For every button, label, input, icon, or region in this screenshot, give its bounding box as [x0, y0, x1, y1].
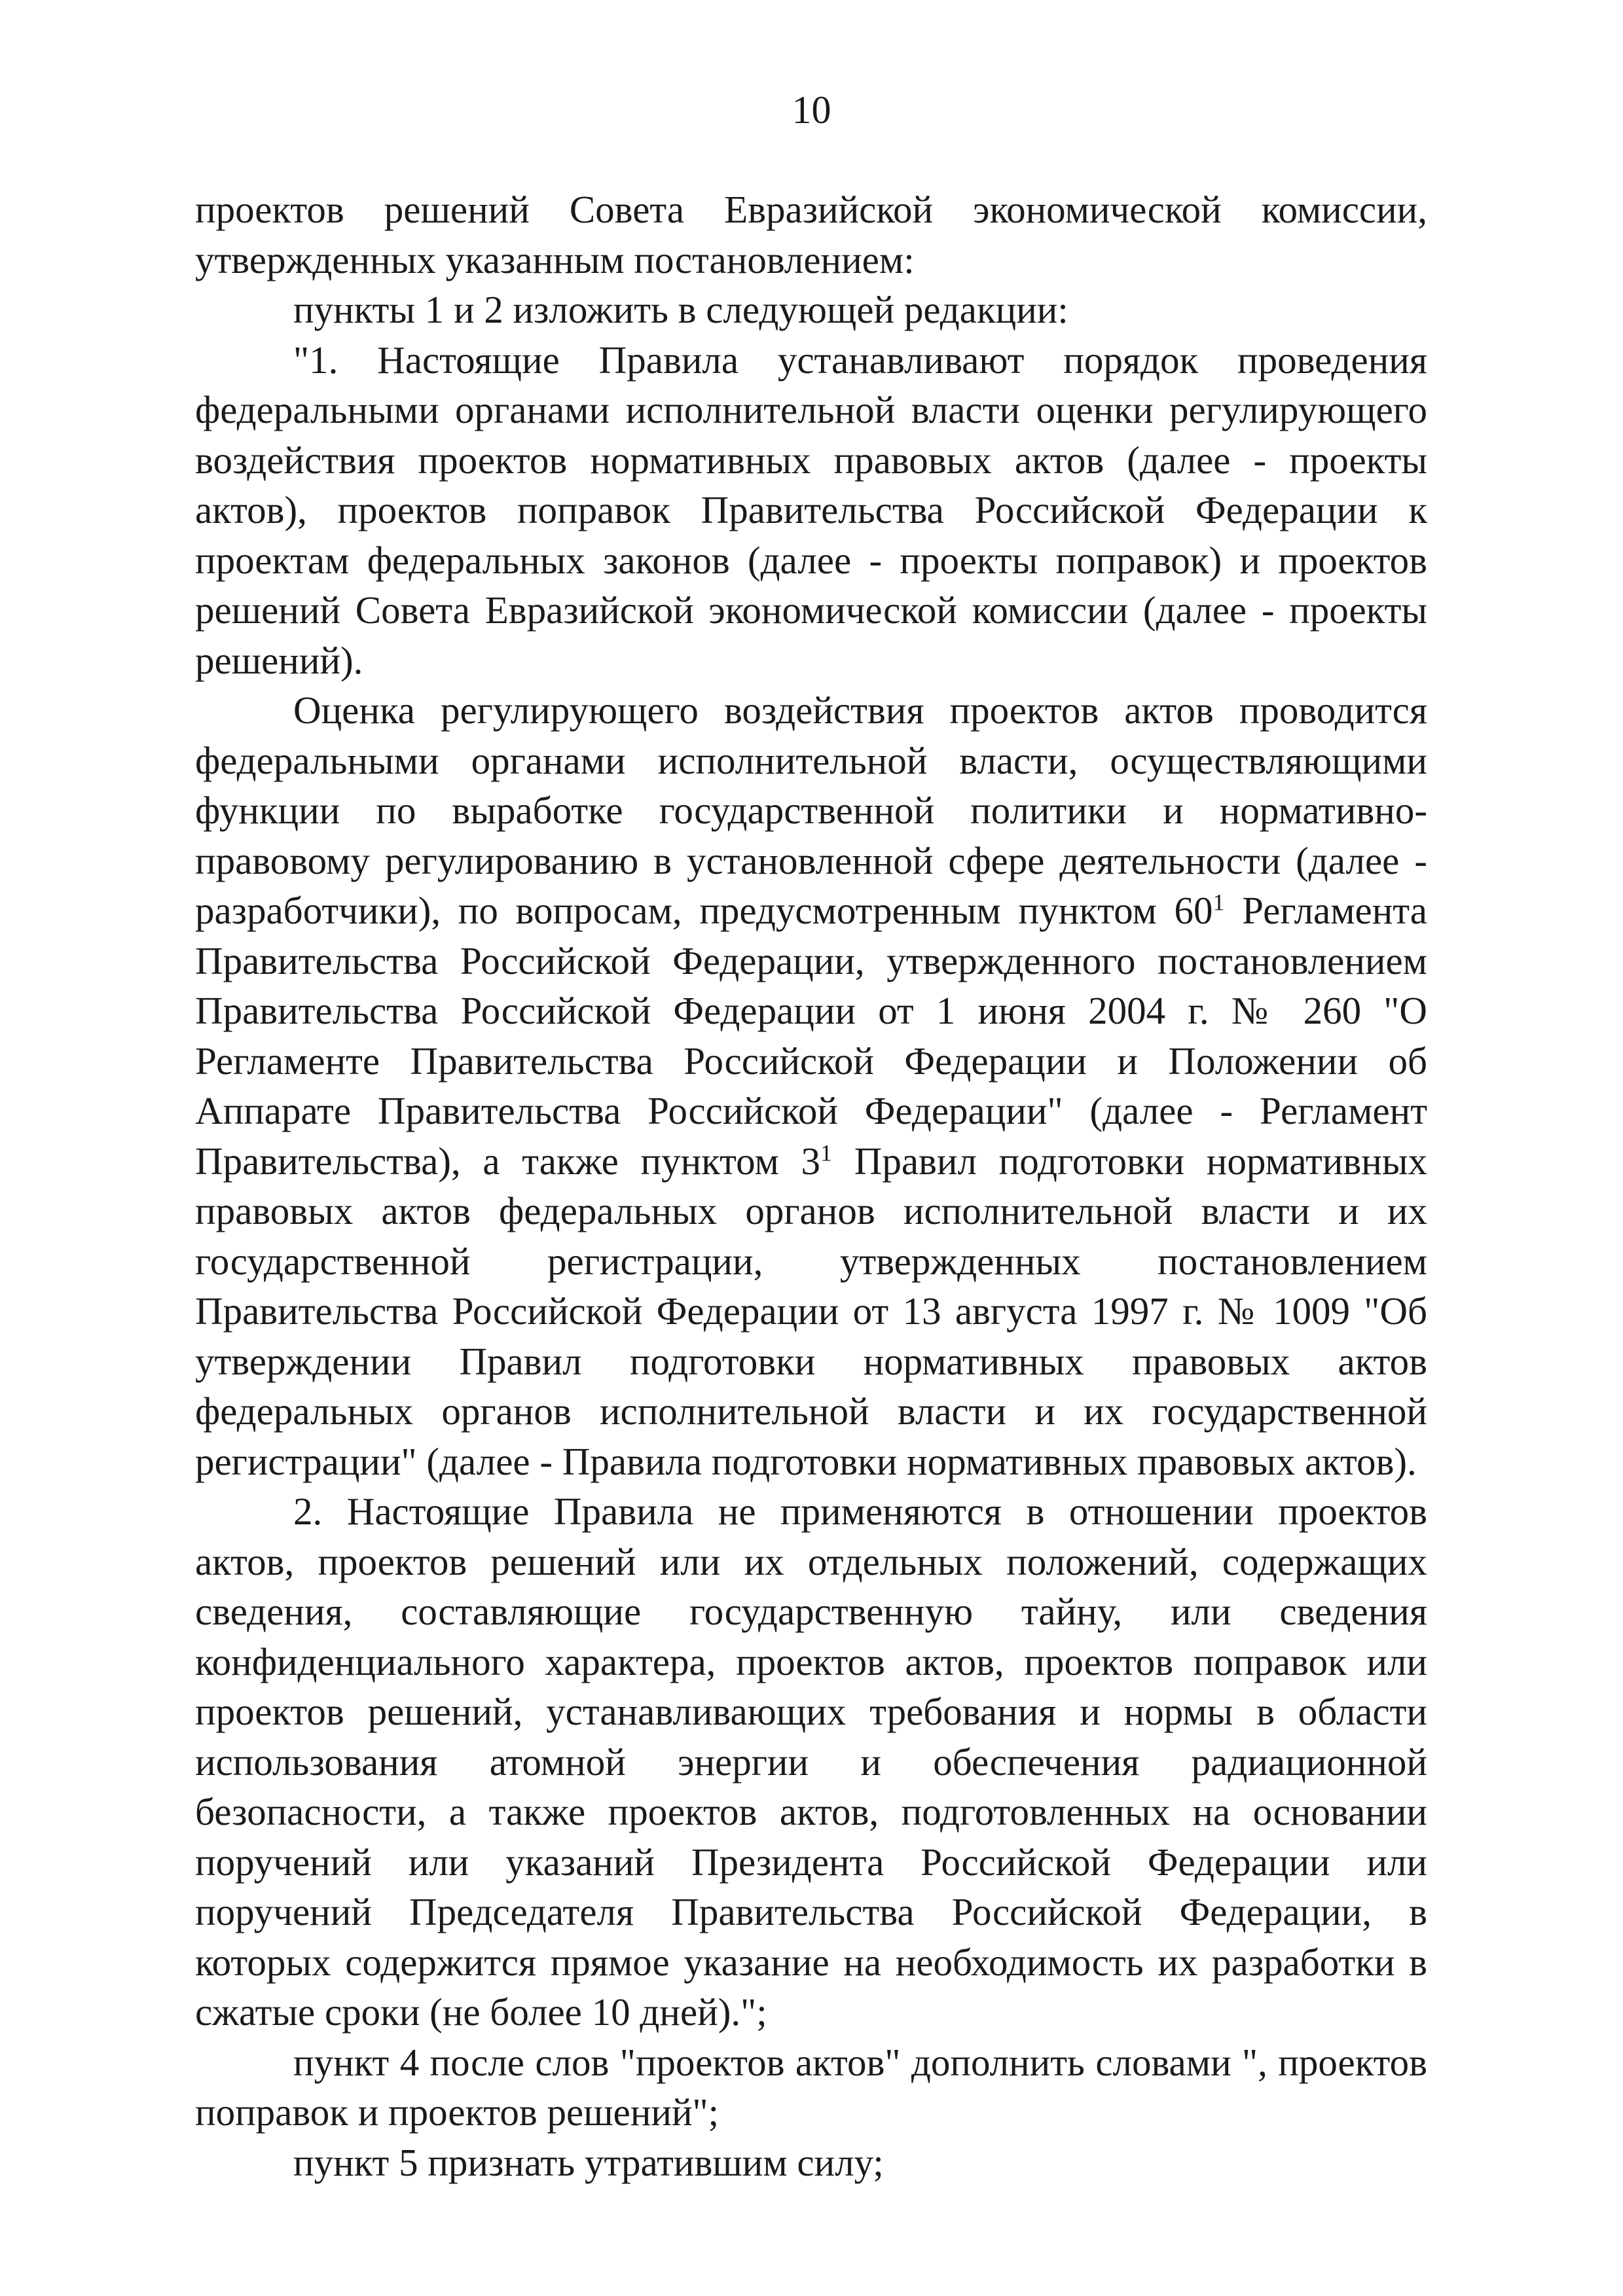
- paragraph: [195, 285, 1427, 335]
- superscript: 1: [1213, 889, 1225, 916]
- paragraph: [195, 335, 1427, 686]
- paragraph: [195, 2138, 1427, 2188]
- paragraph: [195, 685, 1427, 1486]
- paragraph: [195, 1486, 1427, 2037]
- paragraph-text: пункт 4 после слов "проектов актов" дополнить словами ", проектов поправок и проектов решений";: [195, 2040, 1427, 2134]
- paragraph: [195, 2037, 1427, 2138]
- document-body: [195, 185, 1427, 2187]
- paragraph-text: пункты 1 и 2 изложить в следующей редакции:: [293, 288, 1068, 331]
- superscript: 1: [820, 1139, 833, 1166]
- paragraph-text: 2. Настоящие Правила не применяются в отношении проектов актов, проектов решений или их отдельных положений, содержащих сведения, составляющие государственную тайну, или сведения конфиденциального характера, проектов актов, проектов поправок или проектов решений, устанавливающих требования и нормы в области использования атомной энергии и обеспечения радиационной безопасности, а также проектов актов, подготовленных на основании поручений или указаний Президента Российской Федерации или поручений Председателя Правительства Российской Федерации, в которых содержится прямое указание на необходимость их разработки в сжатые сроки (не более 10 дней).";: [195, 1490, 1427, 2034]
- paragraph: [195, 185, 1427, 285]
- paragraph-text: "1. Настоящие Правила устанавливают порядок проведения федеральными органами исполнительной власти оценки регулирующего воздействия проектов нормативных правовых актов (далее - проекты актов), проектов поправок Правительства Российской Федерации к проектам федеральных законов (далее - проекты поправок) и проектов решений Совета Евразийской экономической комиссии (далее - проекты решений).: [195, 338, 1427, 682]
- paragraph-text: Регламента Правительства Российской Федерации, утвержденного постановлением Правительства Российской Федерации от 1 июня 2004 г. № 260 "О Регламенте Правительства Российской Федерации и Положении об Аппарате Правительства Российской Федерации" (далее - Регламент Правительства), а также пунктом 3: [195, 889, 1427, 1183]
- paragraph-text: проектов решений Совета Евразийской экономической комиссии, утвержденных указанным постановлением:: [195, 188, 1427, 281]
- page-number: 10: [792, 88, 831, 132]
- paragraph-text: Оценка регулирующего воздействия проектов актов проводится федеральными органами исполнительной власти, осуществляющими функции по выработке государственной политики и нормативно-правовому регулированию в установленной сфере деятельности (далее - разработчики), по вопросам, предусмотренным пунктом 60: [195, 689, 1427, 932]
- paragraph-text: Правил подготовки нормативных правовых актов федеральных органов исполнительной власти и их государственной регистрации, утвержденных постановлением Правительства Российской Федерации от 13 августа 1997 г. № 1009 "Об утверждении Правил подготовки нормативных правовых актов федеральных органов исполнительной власти и их государственной регистрации" (далее - Правила подготовки нормативных правовых актов).: [195, 1139, 1428, 1483]
- paragraph-text: пункт 5 признать утратившим силу;: [293, 2140, 884, 2184]
